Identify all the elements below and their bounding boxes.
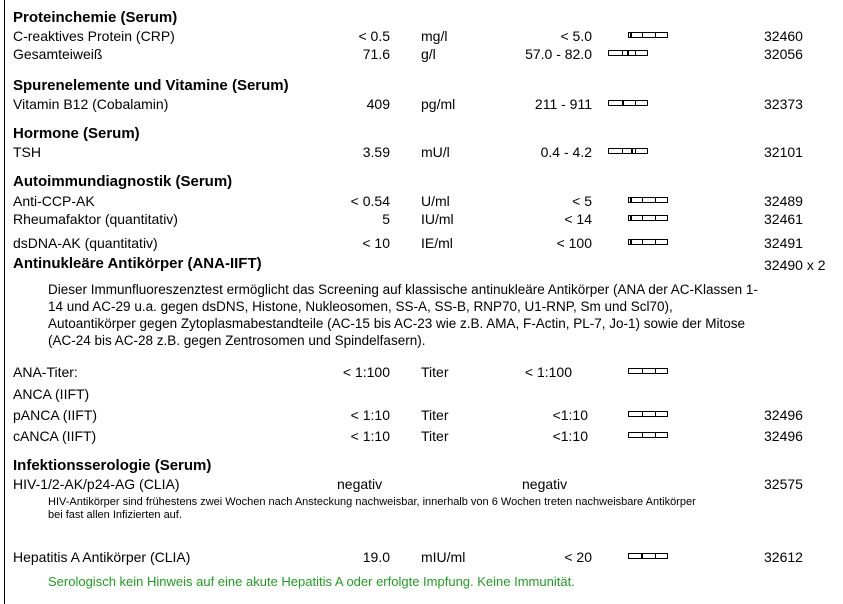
ana-description: Dieser Immunfluoreszenztest ermöglicht das Screening auf klassische antinukleäre Antikörper (ANA der AC-Klassen 1-14 und AC-29 u.a. gegen dsDNS, Histone, Nukleosomen, SS-A, SS-B, RNP70, U1-RNP, Sm und Scl70), Autoantikörper gegen Zytoplasmabestandteile (AC-15 bis AC-23 wie z.B. AMA, F-Actin, PL-7, Jo-1) sowie der Mitose (AC-24 bis AC-28 z.B. gegen Zentrosomen und Spindelfasern). [48, 282, 758, 348]
ana-titer-ref: < 1:100 [524, 364, 572, 380]
gesamteiweiss-name: Gesamteiweiß [13, 46, 103, 62]
dsdna-ref: < 100 [556, 235, 592, 251]
anca-name: ANCA (IIFT) [13, 386, 90, 402]
crp-code: 32460 [764, 28, 803, 44]
dsdna-unit: IE/ml [421, 235, 453, 251]
canca-ref: <1:10 [552, 428, 588, 444]
hiv-note: HIV-Antikörper sind frühestens zwei Wochen nach Ansteckung nachweisbar, innerhalb von 6 Wochen treten nachweisbare Antikörper bei fast allen Infizierten auf. [48, 496, 696, 521]
hiv-ref: negativ [522, 476, 568, 492]
ccp-range-bar [628, 197, 668, 203]
gesamteiweiss-unit: g/l [421, 46, 436, 62]
ccp-code: 32489 [764, 193, 803, 209]
b12-name: Vitamin B12 (Cobalamin) [13, 96, 169, 112]
dsdna-value: < 10 [362, 235, 390, 251]
hepa-unit: mIU/ml [421, 549, 466, 565]
dsdna-code: 32491 [764, 235, 803, 251]
ccp-value: < 0.54 [350, 193, 390, 209]
tsh-unit: mU/l [421, 144, 450, 160]
hepa-code: 32612 [764, 549, 803, 565]
tsh-ref: 0.4 - 4.2 [540, 144, 592, 160]
ana-titer-unit: Titer [421, 364, 449, 380]
panca-range-bar [628, 411, 668, 417]
gesamteiweiss-code: 32056 [764, 46, 803, 62]
rf-ref: < 14 [564, 211, 592, 227]
left-border-line [4, 0, 5, 604]
hiv-value: negativ [337, 476, 383, 492]
ana-titer-value: < 1:100 [342, 364, 390, 380]
b12-value: 409 [366, 96, 390, 112]
ccp-ref: < 5 [572, 193, 592, 209]
rf-value: 5 [382, 211, 390, 227]
canca-range-bar [628, 432, 668, 438]
dsdna-name: dsDNA-AK (quantitativ) [13, 235, 158, 251]
gesamteiweiss-value: 71.6 [362, 46, 390, 62]
rf-unit: IU/ml [421, 211, 454, 227]
gesamteiweiss-ref: 57.0 - 82.0 [525, 46, 592, 62]
canca-value: < 1:10 [350, 428, 390, 444]
crp-name: C-reaktives Protein (CRP) [13, 28, 175, 44]
hepa-ref: < 20 [564, 549, 592, 565]
hepa-range-bar [628, 553, 668, 559]
hepa-name: Hepatitis A Antikörper (CLIA) [13, 549, 191, 565]
section-ana: Antinukleäre Antikörper (ANA-IIFT) [13, 255, 262, 272]
gesamteiweiss-range-bar [608, 50, 648, 56]
panca-name: pANCA (IIFT) [13, 407, 98, 423]
section-protein: Proteinchemie (Serum) [13, 9, 178, 26]
panca-code: 32496 [764, 407, 803, 423]
section-infect: Infektionsserologie (Serum) [13, 457, 212, 474]
dsdna-range-bar [628, 239, 668, 245]
b12-unit: pg/ml [421, 96, 456, 112]
tsh-range-bar [608, 148, 648, 154]
b12-range-bar [608, 100, 648, 106]
tsh-code: 32101 [764, 144, 803, 160]
section-hormones: Hormone (Serum) [13, 125, 140, 142]
panca-unit: Titer [421, 407, 449, 423]
canca-unit: Titer [421, 428, 449, 444]
rf-name: Rheumafaktor (quantitativ) [13, 211, 178, 227]
ccp-unit: U/ml [421, 193, 450, 209]
crp-unit: mg/l [421, 28, 448, 44]
section-autoimmune: Autoimmundiagnostik (Serum) [13, 173, 233, 190]
canca-code: 32496 [764, 428, 803, 444]
hiv-code: 32575 [764, 476, 803, 492]
crp-value: < 0.5 [358, 28, 390, 44]
crp-ref: < 5.0 [560, 28, 592, 44]
rf-code: 32461 [764, 211, 803, 227]
ccp-name: Anti-CCP-AK [13, 193, 95, 209]
section-trace: Spurenelemente und Vitamine (Serum) [13, 77, 289, 94]
ana-titer-range-bar [628, 368, 668, 374]
b12-ref: 211 - 911 [534, 96, 592, 112]
panca-ref: <1:10 [552, 407, 588, 423]
ana-titer-name: ANA-Titer: [13, 364, 78, 380]
ana-code: 32490 x 2 [764, 257, 826, 273]
tsh-name: TSH [13, 144, 41, 160]
hepa-note: Serologisch kein Hinweis auf eine akute Hepatitis A oder erfolgte Impfung. Keine Immunität. [48, 574, 575, 589]
tsh-value: 3.59 [362, 144, 390, 160]
crp-range-bar [628, 32, 668, 38]
hepa-value: 19.0 [362, 549, 390, 565]
hiv-name: HIV-1/2-AK/p24-AG (CLIA) [13, 476, 180, 492]
b12-code: 32373 [764, 96, 803, 112]
panca-value: < 1:10 [350, 407, 390, 423]
rf-range-bar [628, 215, 668, 221]
canca-name: cANCA (IIFT) [13, 428, 97, 444]
